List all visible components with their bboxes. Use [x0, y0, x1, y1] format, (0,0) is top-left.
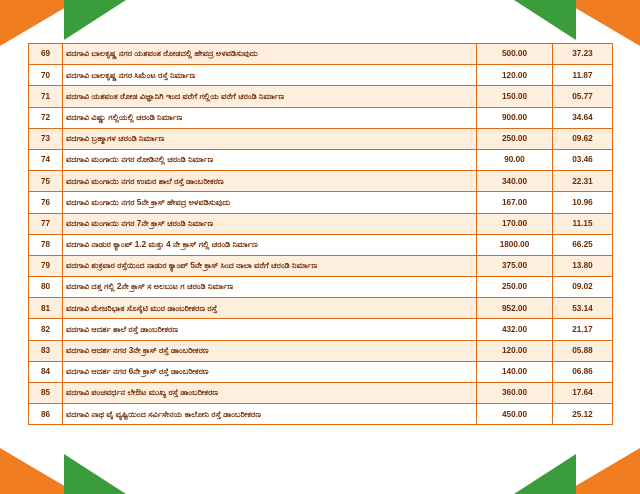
cell-work-description: ವದಗಾವಿ ಬಾಲಕೃಷ್ಣ ನಗರ ಸಿಮೆಂಟ ರಸ್ತೆ ನಿರ್ಮಾಣ	[63, 65, 477, 86]
cell-work-description: ವದಗಾವಿ ಆದರ್ಶ ನಗರ 6ನೇ ಕ್ರಾಸ್ ರಸ್ತೆ ಡಾಂಬರೀಕರಣ	[63, 361, 477, 382]
table-row	[29, 128, 613, 149]
table-row	[29, 44, 613, 65]
cell-serial-number: 69	[29, 44, 63, 65]
table-row	[29, 340, 613, 361]
cell-serial-number: 72	[29, 107, 63, 128]
cell-serial-number: 79	[29, 255, 63, 276]
cell-work-description: ವದಗಾವಿ ಮಂಗಾಯಿ ನಗರ ರೋಡಿನಲ್ಲಿ ಚರಂಡಿ ನಿರ್ಮಾಣ	[63, 149, 477, 170]
cell-serial-number: 78	[29, 234, 63, 255]
cell-amount: 140.00	[477, 361, 553, 382]
cell-work-description: ವದಗಾವಿ ಆದರ್ಶ ನಗರ 3ನೇ ಕ್ರಾಸ್ ರಸ್ತೆ ಡಾಂಬರೀಕರಣ	[63, 340, 477, 361]
decoration-ribbon-top-left-green	[64, 0, 126, 40]
decoration-ribbon-bottom-right-green	[514, 454, 576, 494]
cell-length: 10.96	[553, 192, 613, 213]
works-table	[28, 43, 613, 425]
cell-work-description: ವದಗಾವಿ ನಾಡುರ ಕ್ಯಾಂಪ್ 1.2 ಮತ್ತು 4 ನೇ ಕ್ರಾಸ್ ಗಲ್ಲಿ ಚರಂಡಿ ನಿರ್ಮಾಣ	[63, 234, 477, 255]
table-row	[29, 277, 613, 298]
cell-length: 05.88	[553, 340, 613, 361]
cell-work-description: ವದಗಾವಿ ಮೇಜರಿಭಾತ ಸೊಸೈಟಿ ಮುರ ಡಾಂಬರೀಕರಣ ರಸ್ತೆ	[63, 298, 477, 319]
cell-amount: 952.00	[477, 298, 553, 319]
cell-length: 05.77	[553, 86, 613, 107]
cell-work-description: ವದಗಾವಿ ಶುಕ್ರವಾರ ರಸ್ತೆಯಿಂದ ನಾಡುರ ಕ್ಯಾಂಪ್ 5ನೇ ಕ್ರಾಸ್ ಸಿಂದ ನಾಲಾ ವರೆಗೆ ಚರಂಡಿ ನಿರ್ಮಾಣ	[63, 255, 477, 276]
cell-amount: 250.00	[477, 128, 553, 149]
cell-serial-number: 70	[29, 65, 63, 86]
cell-amount: 170.00	[477, 213, 553, 234]
cell-work-description: ವದಗಾವಿ ಆದರ್ಶ ಶಾಲೆ ರಸ್ತೆ ಡಾಂಬರೀಕರಣ	[63, 319, 477, 340]
cell-amount: 375.00	[477, 255, 553, 276]
decoration-ribbon-bottom-left-orange	[0, 448, 78, 494]
cell-length: 03.46	[553, 149, 613, 170]
cell-length: 21.17	[553, 319, 613, 340]
table-row	[29, 171, 613, 192]
cell-length: 53.14	[553, 298, 613, 319]
decoration-ribbon-top-right-green	[514, 0, 576, 40]
cell-work-description: ವದಗಾವಿ ದತ್ತ ಗಲ್ಲಿ 2ನೇ ಕ್ರಾಸ್ ಸ ಅಲಬುಟ ಗ ಚರಂಡಿ ನಿರ್ಮಾಣ	[63, 277, 477, 298]
table-row	[29, 234, 613, 255]
cell-amount: 432.00	[477, 319, 553, 340]
cell-work-description: ವದಗಾವಿ ಮಂಗಾಯಿ ನಗರ 5ನೇ ಕ್ರಾಸ್ ಹೇವದ್ರ ಅಳವಡಿಸುವುದು	[63, 192, 477, 213]
cell-work-description: ವದಗಾವಿ ಯಶವಂತ ರೋಡ ವಿಜ್ಞಾನಿಗಿ ಇಂದ ವರೆಗೆ ಗಲ್ಲಿಯ ವರೆಗೆ ಚರಂಡಿ ನಿರ್ಮಾಣ	[63, 86, 477, 107]
cell-amount: 450.00	[477, 404, 553, 425]
cell-amount: 120.00	[477, 340, 553, 361]
cell-serial-number: 80	[29, 277, 63, 298]
cell-serial-number: 86	[29, 404, 63, 425]
cell-length: 09.62	[553, 128, 613, 149]
cell-length: 25.12	[553, 404, 613, 425]
table-row	[29, 192, 613, 213]
cell-work-description: ವದಗಾವಿ ಬ್ರಹ್ಮಾಗಳ ಚರಂಡಿ ನಿರ್ಮಾಣ	[63, 128, 477, 149]
cell-serial-number: 73	[29, 128, 63, 149]
cell-amount: 250.00	[477, 277, 553, 298]
works-table-container	[28, 43, 612, 425]
cell-amount: 1800.00	[477, 234, 553, 255]
cell-amount: 360.00	[477, 383, 553, 404]
cell-serial-number: 83	[29, 340, 63, 361]
cell-serial-number: 81	[29, 298, 63, 319]
cell-work-description: ವದಗಾವಿ ಪಂಚವರ್ಧನ ಲೇಔಟ ಮುಖ್ಯ ರಸ್ತೆ ಡಾಂಬರೀಕರಣ	[63, 383, 477, 404]
decoration-ribbon-top-left-orange	[0, 0, 78, 46]
table-row	[29, 86, 613, 107]
cell-amount: 500.00	[477, 44, 553, 65]
cell-work-description: ವದಗಾವಿ ಮಂಗಾಯಿ ನಗರ ಉಮರ ಶಾಲೆ ರಸ್ತೆ ಡಾಂಬರೀಕರಣ	[63, 171, 477, 192]
cell-length: 13.80	[553, 255, 613, 276]
cell-length: 22.31	[553, 171, 613, 192]
works-table-body	[29, 44, 613, 425]
cell-length: 37.23	[553, 44, 613, 65]
table-row	[29, 213, 613, 234]
table-row	[29, 149, 613, 170]
cell-serial-number: 74	[29, 149, 63, 170]
cell-amount: 167.00	[477, 192, 553, 213]
cell-serial-number: 76	[29, 192, 63, 213]
cell-length: 06.86	[553, 361, 613, 382]
table-row	[29, 65, 613, 86]
decoration-ribbon-bottom-left-green	[64, 454, 126, 494]
table-row	[29, 298, 613, 319]
table-row	[29, 255, 613, 276]
table-row	[29, 107, 613, 128]
cell-serial-number: 71	[29, 86, 63, 107]
cell-amount: 150.00	[477, 86, 553, 107]
cell-serial-number: 84	[29, 361, 63, 382]
cell-length: 11.15	[553, 213, 613, 234]
cell-length: 11.87	[553, 65, 613, 86]
cell-work-description: ವದಗಾವಿ ಬಾಲಕೃಷ್ಣ ನಗರ ಯಶವಂತ ರೋಡದಲ್ಲಿ ಹೇವದ್ರ ಅಳವಡಿಸುವುದು	[63, 44, 477, 65]
cell-work-description: ವದಗಾವಿ ನಾಥ ವೈ ವ್ಯಷ್ಟಿಯಿಂದ ಸರ್ವಿಸೇನಯ ಕಾಲೋನಿ ರಸ್ತೆ ಡಾಂಬರೀಕರಣ	[63, 404, 477, 425]
cell-work-description: ವದಗಾವಿ ಮಂಗಾಯಿ ನಗರ 7ನೇ ಕ್ರಾಸ್ ಚರಂಡಿ ನಿರ್ಮಾಣ	[63, 213, 477, 234]
table-row	[29, 319, 613, 340]
decoration-ribbon-top-right-orange	[562, 0, 640, 46]
cell-length: 17.64	[553, 383, 613, 404]
cell-serial-number: 85	[29, 383, 63, 404]
cell-amount: 340.00	[477, 171, 553, 192]
cell-serial-number: 77	[29, 213, 63, 234]
decoration-ribbon-bottom-right-orange	[562, 448, 640, 494]
cell-length: 34.64	[553, 107, 613, 128]
cell-serial-number: 82	[29, 319, 63, 340]
cell-amount: 120.00	[477, 65, 553, 86]
cell-length: 09.02	[553, 277, 613, 298]
table-row	[29, 404, 613, 425]
cell-work-description: ವದಗಾವಿ ವಿಷ್ಣು ಗಲ್ಲಿಯಲ್ಲಿ ಚರಂಡಿ ನಿರ್ಮಾಣ	[63, 107, 477, 128]
cell-amount: 90.00	[477, 149, 553, 170]
cell-amount: 900.00	[477, 107, 553, 128]
table-row	[29, 383, 613, 404]
table-row	[29, 361, 613, 382]
cell-length: 66.25	[553, 234, 613, 255]
cell-serial-number: 75	[29, 171, 63, 192]
